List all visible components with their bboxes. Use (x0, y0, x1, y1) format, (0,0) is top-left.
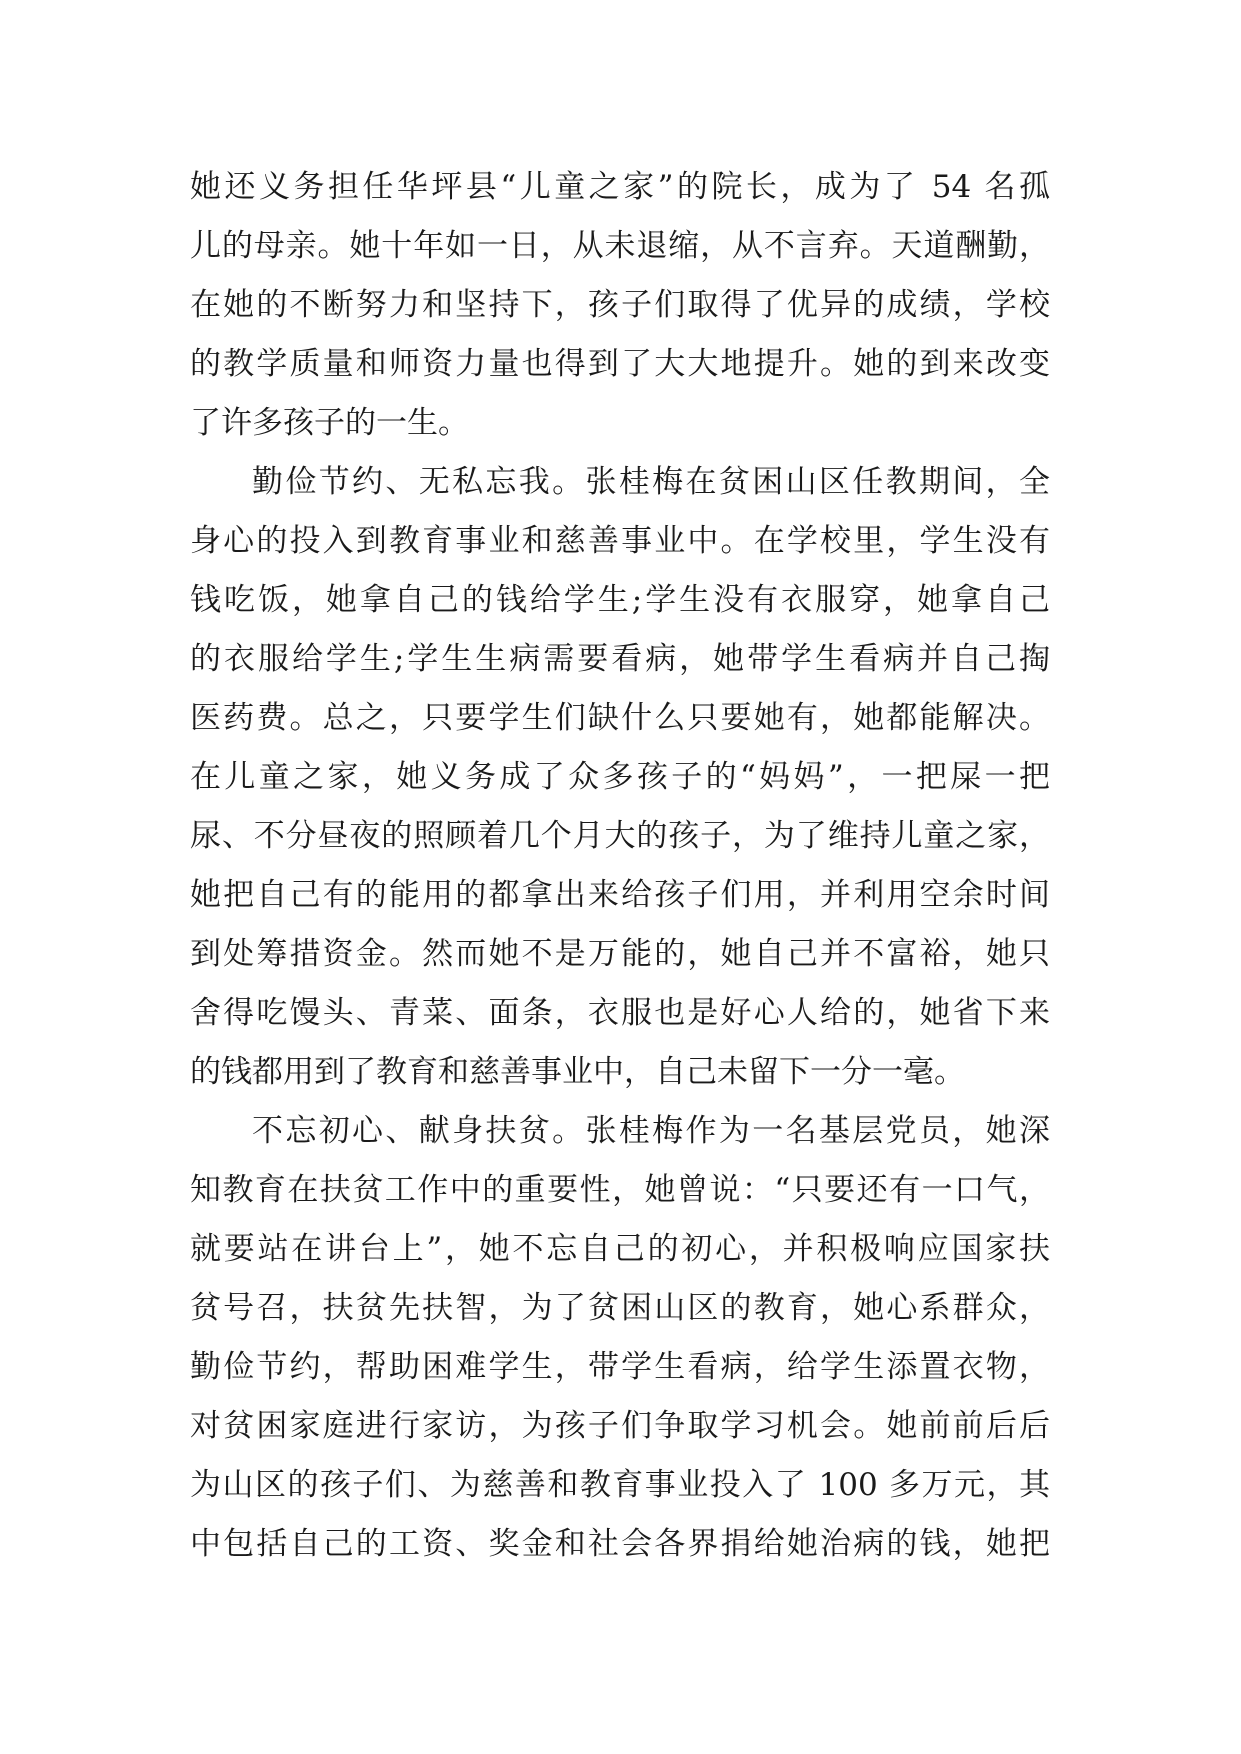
text-line: 她还义务担任华坪县“儿童之家”的院长，成为了 54 名孤 (190, 169, 1050, 205)
text-line: 她把自己有的能用的都拿出来给孩子们用，并利用空余时间 (190, 877, 1050, 913)
text-line: 钱吃饭，她拿自己的钱给学生;学生没有衣服穿，她拿自己 (190, 582, 1050, 618)
text-line: 到处筹措资金。然而她不是万能的，她自己并不富裕，她只 (190, 936, 1050, 972)
text-line: 舍得吃馒头、青菜、面条，衣服也是好心人给的，她省下来 (190, 995, 1050, 1031)
paragraph-first-line: 不忘初心、献身扶贫。张桂梅作为一名基层党员，她深 (252, 1113, 1050, 1149)
text-line: 的衣服给学生;学生生病需要看病，她带学生看病并自己掏 (190, 641, 1050, 677)
text-line: 医药费。总之，只要学生们缺什么只要她有，她都能解决。 (190, 700, 1050, 736)
text-line: 中包括自己的工资、奖金和社会各界捐给她治病的钱，她把 (190, 1526, 1050, 1562)
text-line: 儿的母亲。她十年如一日，从未退缩，从不言弃。天道酬勤， (190, 228, 1050, 264)
text-line: 了许多孩子的一生。 (190, 405, 469, 441)
text-line: 对贫困家庭进行家访，为孩子们争取学习机会。她前前后后 (190, 1408, 1050, 1444)
text-line: 在儿童之家，她义务成了众多孩子的“妈妈”，一把屎一把 (190, 759, 1050, 795)
text-line: 为山区的孩子们、为慈善和教育事业投入了 100 多万元，其 (190, 1467, 1050, 1503)
body-text (190, 158, 1050, 1574)
text-line: 身心的投入到教育事业和慈善事业中。在学校里，学生没有 (190, 523, 1050, 559)
text-line: 的教学质量和师资力量也得到了大大地提升。她的到来改变 (190, 346, 1050, 382)
text-line: 在她的不断努力和坚持下，孩子们取得了优异的成绩，学校 (190, 287, 1050, 323)
text-line: 就要站在讲台上”，她不忘自己的初心，并积极响应国家扶 (190, 1231, 1050, 1267)
text-line: 尿、不分昼夜的照顾着几个月大的孩子，为了维持儿童之家， (190, 818, 1050, 854)
text-line: 勤俭节约，帮助困难学生，带学生看病，给学生添置衣物， (190, 1349, 1050, 1385)
text-line: 知教育在扶贫工作中的重要性，她曾说：“只要还有一口气， (190, 1172, 1050, 1208)
text-line: 的钱都用到了教育和慈善事业中，自己未留下一分一毫。 (190, 1054, 965, 1090)
text-line: 贫号召，扶贫先扶智，为了贫困山区的教育，她心系群众， (190, 1290, 1050, 1326)
paragraph-first-line: 勤俭节约、无私忘我。张桂梅在贫困山区任教期间，全 (252, 464, 1050, 500)
